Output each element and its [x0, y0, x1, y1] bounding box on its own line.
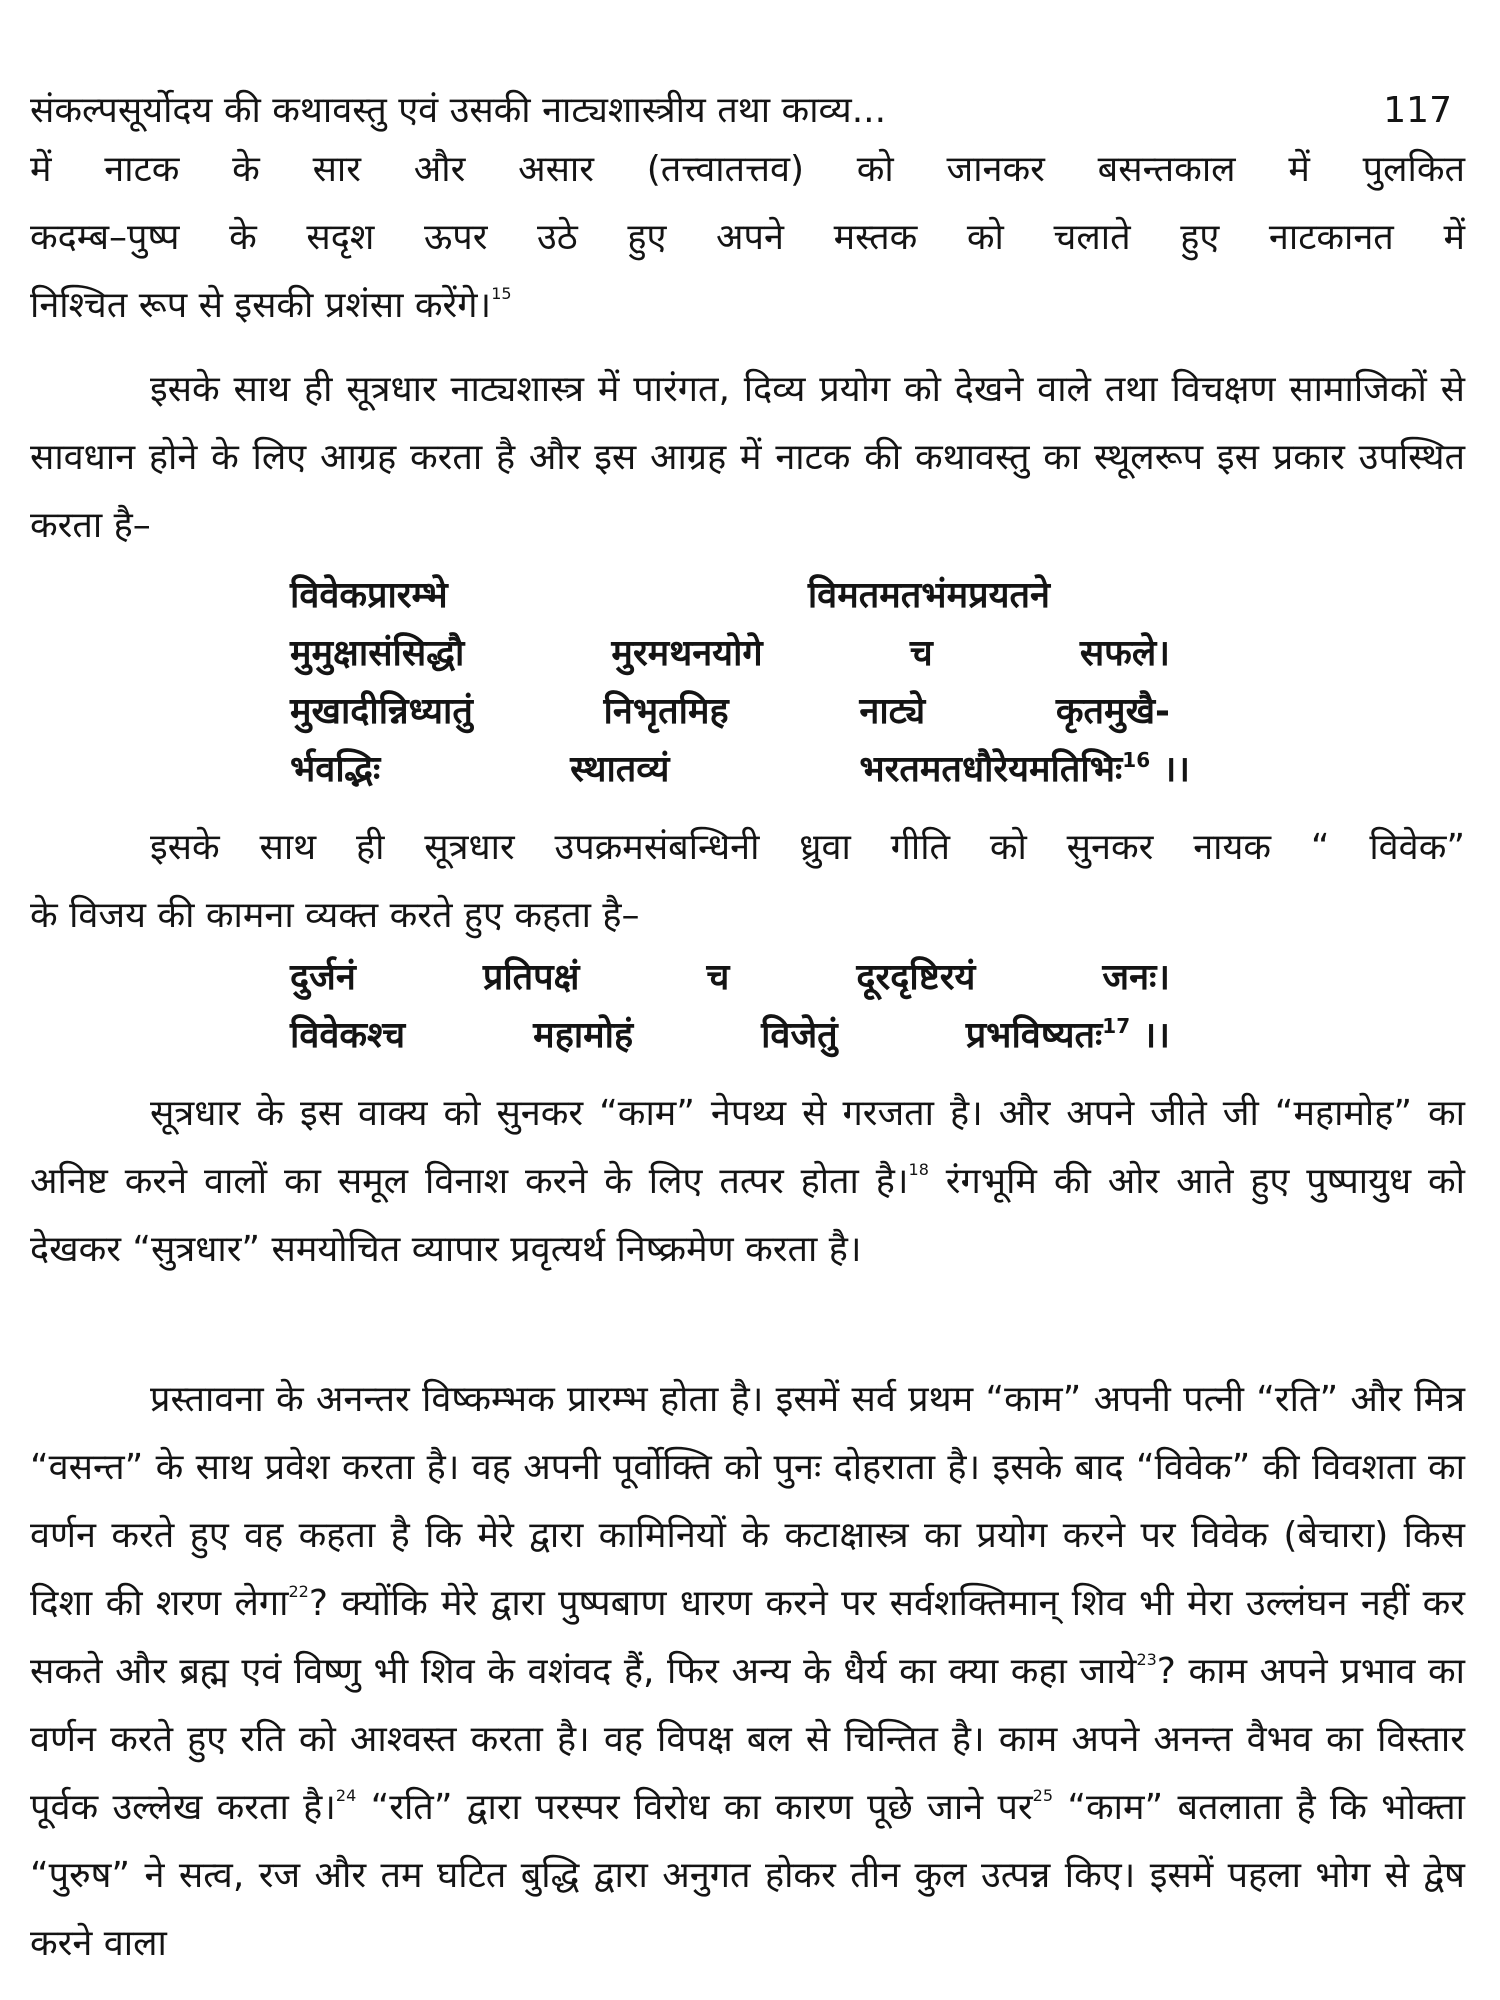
paragraph-text: प्रस्तावना के अनन्तर विष्कम्भक प्रारम्भ होता है। इसमें सर्व प्रथम “काम” अपनी पत्नी “रति” और मित्र “वसन्त” के साथ प्रवेश करता है। वह अपनी पूर्वोक्ति को पुनः दोहराता है। इसके बाद “विवेक” की विवशता का वर्णन करते हुए वह कहता है कि मेरे द्वारा कामिनियों के कटाक्षास्त्र का प्रयोग करने पर विवेक (बेचारा) किस दिशा की शरण लेगा: [30, 1379, 1465, 1624]
verse-word: र्भवद्भिः: [290, 749, 381, 790]
verse-word: निभृतमिह: [603, 691, 729, 732]
verse-danda: ।।: [1162, 749, 1190, 790]
text-line: कदम्ब–पुष्प के सदृश ऊपर उठे हुए अपने मस्तक को चलाते हुए नाटकानत में: [30, 217, 1465, 258]
footnote-ref: 24: [335, 1786, 357, 1805]
paragraph-continued-line: [30, 272, 1465, 340]
paragraph-text: ? काम अपने प्रभाव का वर्णन करते हुए रति को आश्वस्त करता है। वह विपक्ष बल से चिन्तित है। काम अपने अनन्त वैभव का विस्तार पूर्वक उल्लेख करता है।: [30, 1651, 1466, 1828]
paragraph-text: रंगभूमि की ओर आते हुए पुष्पायुध को देखकर “सुत्रधार” समयोचित व्यापार प्रवृत्यर्थ निष्क्रमेण करता है।: [30, 1161, 1465, 1270]
verse-line: [290, 950, 1170, 1006]
verse-word: महामोहं: [533, 1015, 634, 1056]
verse-word: कृतमुखै-: [1055, 691, 1170, 732]
verse-word: प्रतिपक्षं: [482, 957, 580, 998]
verse-line: [290, 684, 1170, 740]
paragraph-text: इसके साथ ही सूत्रधार नाट्यशास्त्र में पारंगत, दिव्य प्रयोग को देखने वाले तथा विचक्षण सामाजिकों से सावधान होने के लिए आग्रह करता है और इस आग्रह में नाटक की कथावस्तु का स्थूलरूप इस प्रकार उपस्थित करता है–: [30, 369, 1465, 546]
footnote-ref: 16: [1122, 748, 1151, 772]
verse-word: दूरदृष्टिरयं: [856, 957, 976, 998]
footnote-ref: 25: [1032, 1786, 1053, 1805]
paragraph-text: ? क्योंकि मेरे द्वारा पुष्पबाण धारण करने पर सर्वशक्तिमान् शिव भी मेरा उल्लंघन नहीं कर सकते और ब्रह्म एवं विष्णु भी शिव के वशंवद हैं, फिर अन्य के धैर्य का क्या कहा जाये: [30, 1583, 1465, 1692]
verse-line: [290, 742, 1190, 798]
text-line: में नाटक के सार और असार (तत्त्वातत्तव) को जानकर बसन्तकाल में पुलकित: [30, 149, 1465, 190]
verse-word: मुखादीन्निध्यातुं: [290, 691, 473, 732]
page-header: [30, 84, 1460, 133]
verse-word: च: [909, 633, 933, 674]
verse-word: सफले।: [1079, 633, 1170, 674]
paragraph-continued-line: [30, 204, 1465, 272]
verse-word: विमतमतभंमप्रयतने: [807, 575, 1050, 616]
verse-word: दुर्जनं: [290, 957, 356, 998]
paragraph: [30, 1080, 1465, 1284]
verse-line: [290, 1008, 1170, 1064]
paragraph-text: सूत्रधार के इस वाक्य को सुनकर “काम” नेपथ्य से गरजता है। और अपने जीते जी “महामोह” का अनिष्ट करने वालों का समूल विनाश करने के लिए तत्पर होता है।: [30, 1093, 1465, 1202]
paragraph: [30, 1366, 1465, 1978]
paragraph-line: [30, 882, 1465, 950]
footnote-ref: 22: [288, 1582, 309, 1601]
verse-word-text: भरतमतधौरेयमतिभिः: [859, 749, 1123, 790]
running-title: संकल्पसूर्योदय की कथावस्तु एवं उसकी नाट्यशास्त्रीय तथा काव्य...: [30, 90, 887, 131]
verse-word: मुमुक्षासंसिद्धौ: [290, 633, 465, 674]
verse-word: [966, 1008, 1170, 1064]
verse-word: विवेकप्रारम्भे: [290, 575, 448, 616]
verse-word: च: [706, 957, 730, 998]
text-line: के विजय की कामना व्यक्त करते हुए कहता है–: [30, 895, 640, 936]
paragraph: [30, 356, 1465, 560]
text-line: इसके साथ ही सूत्रधार उपक्रमसंबन्धिनी ध्रुवा गीति को सुनकर नायक “ विवेक”: [150, 827, 1465, 868]
page-number: 117: [1383, 90, 1452, 131]
footnote-ref: 23: [1136, 1650, 1157, 1669]
footnote-ref: 15: [491, 284, 512, 303]
verse-word: विजेतुं: [761, 1015, 838, 1056]
verse-word: स्थातव्यं: [570, 749, 670, 790]
text-line: निश्चित रूप से इसकी प्रशंसा करेंगे।: [30, 285, 492, 326]
verse-word: जनः।: [1102, 957, 1170, 998]
paragraph-text: “काम” बतलाता है कि भोक्ता “पुरुष” ने सत्व, रज और तम घटित बुद्धि द्वारा अनुगत होकर तीन कुल उत्पन्न किए। इसमें पहला भोग से द्वेष करने वाला: [30, 1787, 1465, 1964]
verse-word: मुरमथनयोगे: [611, 633, 763, 674]
verse-danda: ।।: [1142, 1015, 1170, 1056]
verse-word: विवेकश्च: [290, 1015, 406, 1056]
paragraph-text: “रति” द्वारा परस्पर विरोध का कारण पूछे जाने पर: [356, 1787, 1033, 1828]
verse-word-text: प्रभविष्यतः: [965, 1015, 1103, 1056]
paragraph-continued: [30, 136, 1465, 204]
footnote-ref: 17: [1102, 1014, 1131, 1038]
verse-word: [859, 742, 1190, 798]
footnote-ref: 18: [908, 1160, 929, 1179]
verse-line: [290, 626, 1170, 682]
verse-word: नाट्ये: [859, 691, 926, 732]
paragraph: [30, 814, 1465, 882]
verse-line: [290, 568, 1050, 624]
